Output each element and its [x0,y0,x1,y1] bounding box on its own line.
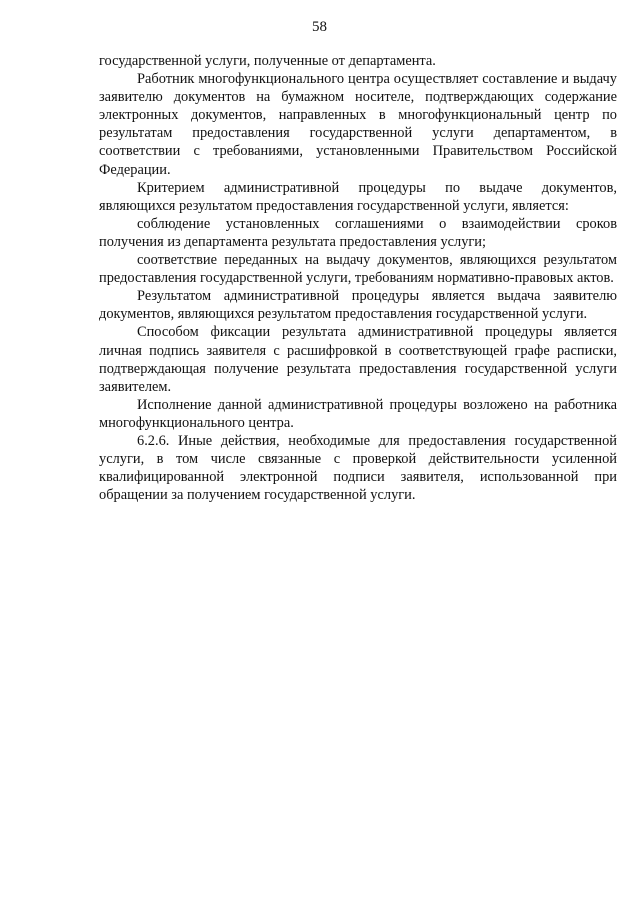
paragraph-criterion-deadlines: соблюдение установленных соглашениями о взаимодействии сроков получения из департамента результата предоставления услуги; [99,215,617,250]
paragraph-procedure-result: Результатом административной процедуры является выдача заявителю документов, являющихся результатом предоставления государственной услуги. [99,288,617,323]
paragraph-execution-responsibility: Исполнение данной административной процедуры возложено на работника многофункционального центра. [99,396,617,431]
page-number: 58 [312,19,327,35]
paragraph-section-6-2-6: 6.2.6. Иные действия, необходимые для предоставления государственной услуги, в том числе связанные с проверкой действительности усиленной квалифицированной электронной подписи заявителя, использованной при обращении за получением государственной услуги. [99,432,617,504]
paragraph-criterion-intro: Критерием административной процедуры по выдаче документов, являющихся результатом предоставления государственной услуги, является: [99,179,617,214]
paragraph-fixation-method: Способом фиксации результата административной процедуры является личная подпись заявителя с расшифровкой в соответствующей графе расписки, подтверждающая получение результата предоставления государственной услуги заявителем. [99,324,617,395]
document-body [99,52,617,504]
paragraph-criterion-compliance: соответствие переданных на выдачу документов, являющихся результатом предоставления государственной услуги, требованиям нормативно-правовых актов. [99,252,617,287]
paragraph-continuation: государственной услуги, полученные от департамента. [99,53,436,69]
paragraph-mfc-worker-duties: Работник многофункционального центра осуществляет составление и выдачу заявителю документов на бумажном носителе, подтверждающих содержание электронных документов, направленных в многофункциональный центр по результатам предоставления государственной услуги департаментом, в соответствии с требованиями, установленными Правительством Российской Федерации. [99,71,617,178]
